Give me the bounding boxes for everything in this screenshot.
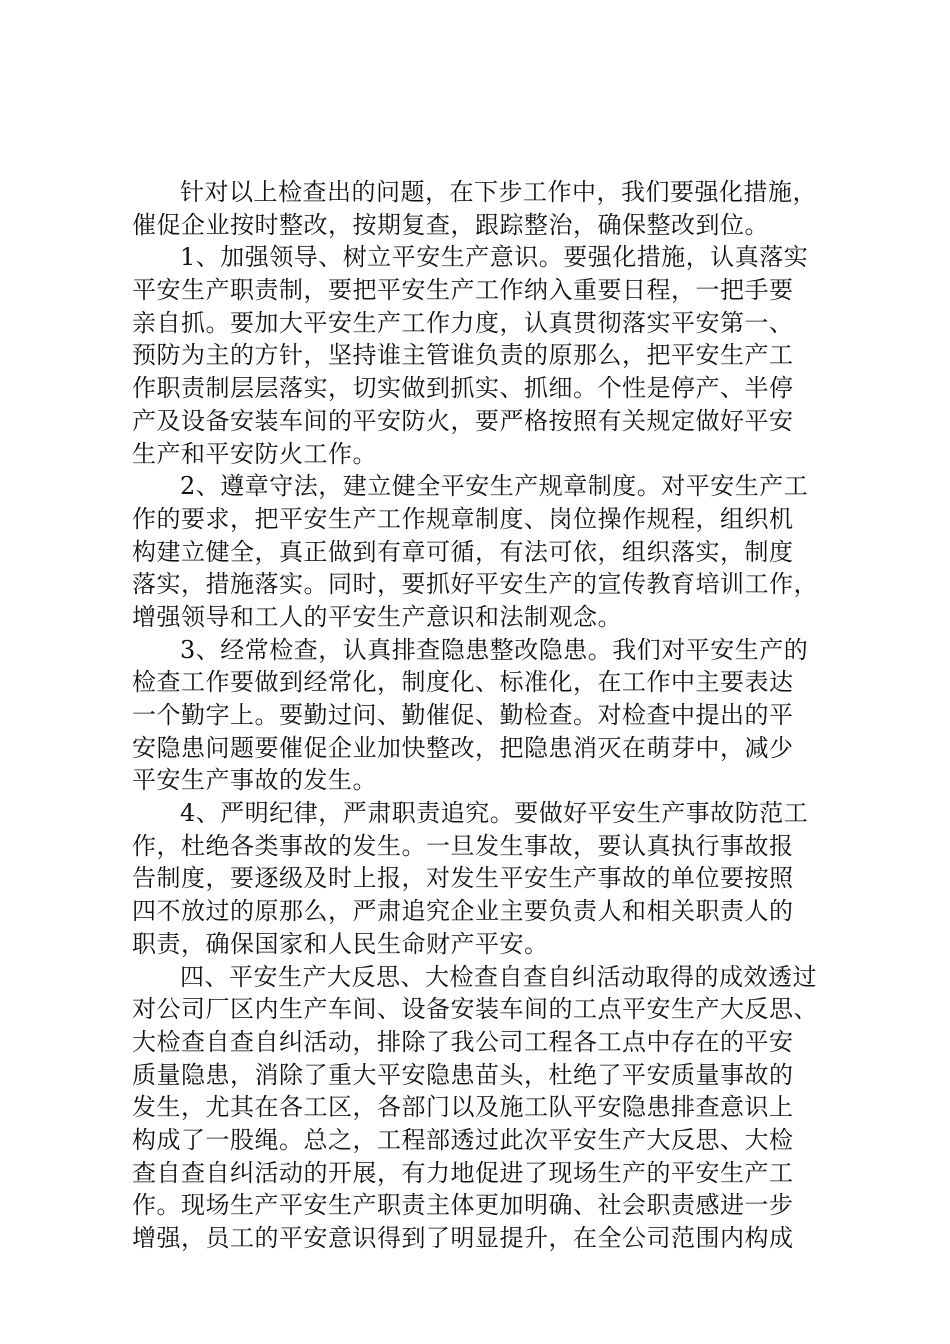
text-line: 作，杜绝各类事故的发生。一旦发生事故，要认真执行事故报 bbox=[132, 831, 794, 860]
text-line: 查自查自纠活动的开展，有力地促进了现场生产的平安生产工 bbox=[132, 1158, 794, 1187]
text-line: 2、遵章守法，建立健全平安生产规章制度。对平安生产工 bbox=[180, 472, 809, 501]
text-line: 增强，员工的平安意识得到了明显提升，在全公司范围内构成 bbox=[132, 1224, 794, 1252]
text-line: 构建立健全，真正做到有章可循，有法可依，组织落实，制度 bbox=[132, 537, 794, 566]
text-line: 3、经常检查，认真排查隐患整改隐患。我们对平安生产的 bbox=[180, 635, 809, 664]
text-line: 作职责制层层落实，切实做到抓实、抓细。个性是停产、半停 bbox=[132, 374, 794, 403]
paragraph-section-4 bbox=[132, 961, 832, 1255]
text-line: 预防为主的方针，坚持谁主管谁负责的原那么，把平安生产工 bbox=[132, 341, 794, 370]
text-line: 平安生产职责制，要把平安生产工作纳入重要日程，一把手要 bbox=[132, 276, 794, 305]
text-line: 质量隐患，消除了重大平安隐患苗头，杜绝了平安质量事故的 bbox=[132, 1060, 794, 1089]
paragraph-item-3 bbox=[132, 634, 832, 797]
text-line: 亲自抓。要加大平安生产工作力度，认真贯彻落实平安第一、 bbox=[132, 308, 794, 337]
text-line: 4、严明纪律，严肃职责追究。要做好平安生产事故防范工 bbox=[180, 799, 809, 828]
paragraph-item-4 bbox=[132, 797, 832, 960]
text-line: 大检查自查自纠活动，排除了我公司工程各工点中存在的平安 bbox=[132, 1027, 794, 1056]
text-line: 一个勤字上。要勤过问、勤催促、勤检查。对检查中提出的平 bbox=[132, 701, 794, 729]
text-line: 构成了一股绳。总之，工程部透过此次平安生产大反思、大检 bbox=[132, 1125, 794, 1154]
text-line: 产及设备安装车间的平安防火，要严格按照有关规定做好平安 bbox=[132, 406, 794, 435]
text-line: 生产和平安防火工作。 bbox=[132, 439, 377, 468]
text-line: 四、平安生产大反思、大检查自查自纠活动取得的成效透过 bbox=[180, 962, 817, 991]
text-line: 落实，措施落实。同时，要抓好平安生产的宣传教育培训工作， bbox=[132, 570, 818, 599]
text-line: 1、加强领导、树立平安生产意识。要强化措施，认真落实 bbox=[180, 243, 809, 272]
text-line: 平安生产事故的发生。 bbox=[132, 766, 377, 795]
text-line: 对公司厂区内生产车间、设备安装车间的工点平安生产大反思、 bbox=[132, 995, 818, 1024]
paragraph-item-2 bbox=[132, 470, 832, 633]
text-line: 催促企业按时整改，按期复查，跟踪整治，确保整改到位。 bbox=[132, 210, 769, 239]
paragraph-intro bbox=[132, 176, 832, 241]
text-line: 针对以上检查出的问题，在下步工作中，我们要强化措施， bbox=[180, 178, 817, 206]
document-body bbox=[132, 176, 832, 1255]
text-line: 发生，尤其在各工区，各部门以及施工队平安隐患排查意识上 bbox=[132, 1093, 794, 1122]
text-line: 作的要求，把平安生产工作规章制度、岗位操作规程，组织机 bbox=[132, 504, 794, 533]
text-line: 四不放过的原那么，严肃追究企业主要负责人和相关职责人的 bbox=[132, 897, 794, 926]
text-line: 安隐患问题要催促企业加快整改，把隐患消灭在萌芽中，减少 bbox=[132, 733, 794, 762]
text-line: 职责，确保国家和人民生命财产平安。 bbox=[132, 929, 549, 958]
text-line: 增强领导和工人的平安生产意识和法制观念。 bbox=[132, 602, 622, 631]
text-line: 告制度，要逐级及时上报，对发生平安生产事故的单位要按照 bbox=[132, 864, 794, 893]
paragraph-item-1 bbox=[132, 241, 832, 470]
text-line: 检查工作要做到经常化，制度化、标准化，在工作中主要表达 bbox=[132, 668, 794, 697]
text-line: 作。现场生产平安生产职责主体更加明确、社会职责感进一步 bbox=[132, 1191, 794, 1220]
